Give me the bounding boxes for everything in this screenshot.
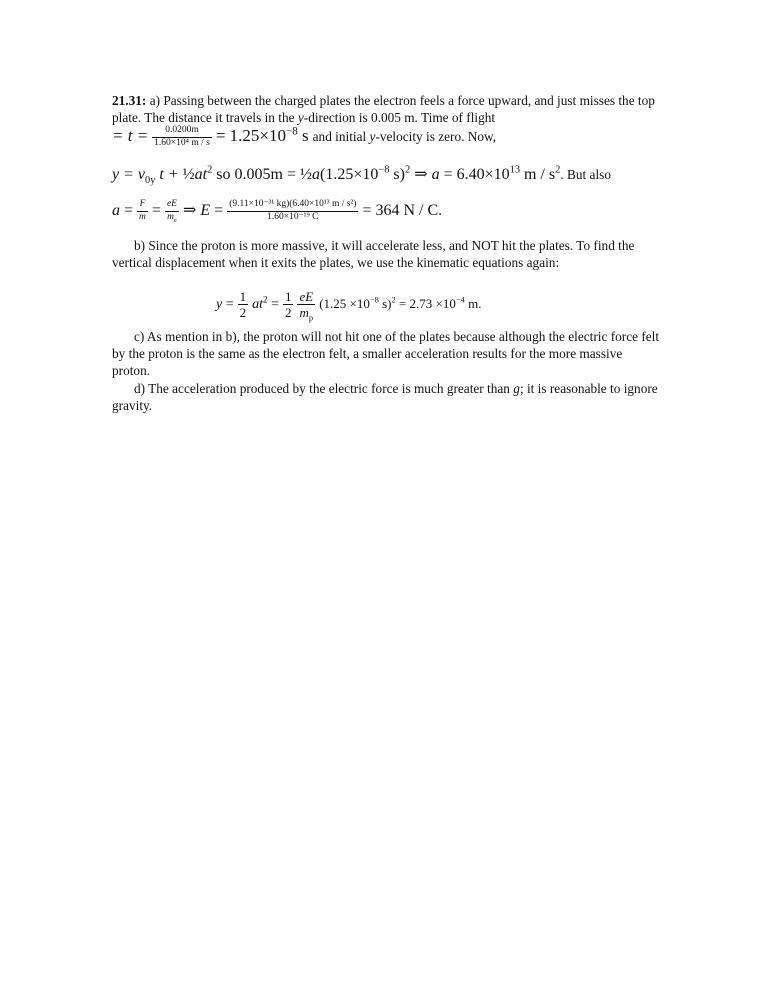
part-b-text: b) Since the proton is more massive, it will accelerate less, and NOT hit the plates. To find the vertical displacement when it exits the plates, we use the kinematic equations again: [112,238,635,270]
part-d [112,380,660,414]
part-a-var-y: y [297,110,304,125]
part-c [112,328,660,379]
t-suffix: and initial y-velocity is zero. Now, [312,129,497,144]
part-a-text-end: -direction is 0.005 m. Time of flight [303,110,496,125]
e-frac-force: $\frac{F}{m}$ [139,199,146,222]
part-b-eq-rest: ($1.25 \times 10^{-8}$ $s)^2 = 2.73 \times 10^{-4}$ m. [319,294,482,312]
e-result: = 364 N / C. [362,202,443,219]
e-arrow: ⇒ E = [182,202,224,219]
problem-number: 21.31: [112,93,147,108]
field-equation: a = $\frac{F}{m}$ = $\frac{eE}{m_e}$ ⇒ E = $\frac{\text{(9.11×10⁻³¹ kg)(6.40×10¹³ m / s²)}}{\text{1.60×10⁻¹⁹ C}}$ = 364 N / C. [112,199,443,224]
t-fraction [152,126,212,148]
part-b-equation: y = $\frac{1}{2}$ $at^2$ = $\frac{1}{2}$ $\frac{eE}{m_p}$ ($1.25 \times 10^{-8}$ $s)^2 = 2.73 \times 10^{-4}$ m. [216,289,482,323]
e-frac-ee: $\frac{eE}{m_e}$ [166,199,177,224]
t-denominator: 1.60×10⁴ m / s [154,137,210,148]
part-b [112,237,660,271]
kin-but: . But also [560,167,611,182]
e-frac-main: $\frac{\text{(9.11×10⁻³¹ kg)(6.40×10¹³ m / s²)}}{\text{1.60×10⁻¹⁹ C}}$ [229,199,357,222]
part-c-text: c) As mention in b), the proton will not hit one of the plates because although the electric force felt by the proton is the same as the electron felt, a smaller acceleration results for the more massive proton. [112,329,660,378]
part-a-intro [112,92,660,126]
part-a-text: a) Passing between the charged plates the electron feels a force upward, and just misses the top plate. The distance it travels in the [112,93,655,125]
t-numerator: 0.0200m [152,126,212,138]
kin-arrow: ⇒ [414,166,428,183]
kin-lhs: $y = v_{0y}$ $t + \frac{1}{2}at^2$ [112,164,213,187]
time-of-flight-line [112,126,496,148]
kin-result: $a = 6.40\times 10^{13}$ m / $s^2$ [431,164,561,183]
kinematic-equation [112,164,611,187]
kin-a: $a(1.25\times 10^{-8}$ s)$^2$ [312,164,411,183]
kin-half-2: ½ [300,166,312,183]
part-d-text: d) The acceleration produced by the electric force is much greater than g; it is reasonable to ignore gravity. [112,381,658,413]
e-a: a = [112,202,134,219]
t-eq-prefix: = t = [112,126,149,145]
kin-so: so 0.005m = [216,166,296,183]
t-result: = $1.25\times 10^{-8}$ s [215,125,309,145]
